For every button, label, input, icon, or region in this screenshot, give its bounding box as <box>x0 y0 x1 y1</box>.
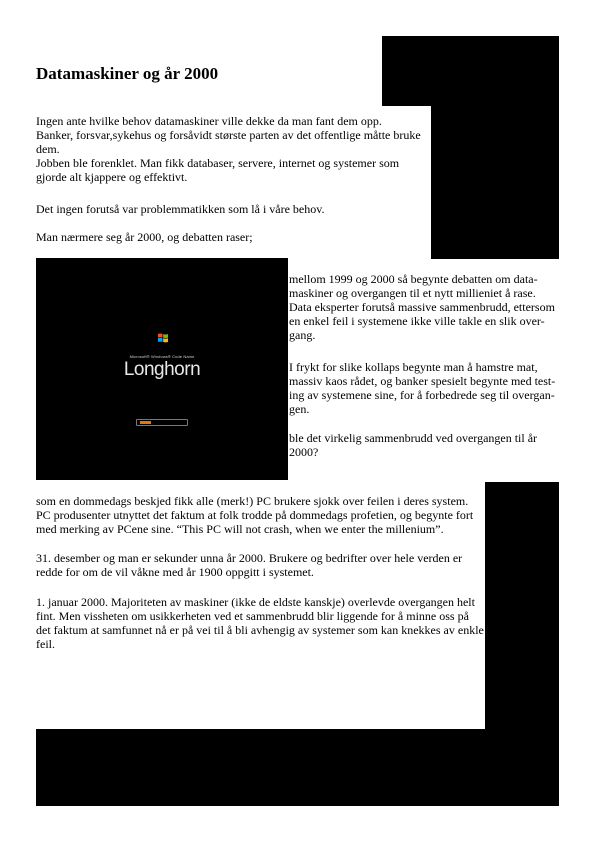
text-line: gen. <box>289 402 310 416</box>
intro-paragraph <box>36 114 421 184</box>
debate-paragraph: Man nærmere seg år 2000, og debatten raser; <box>36 230 253 244</box>
text-line: Jobben ble forenklet. Man fikk databaser, servere, internet og systemer som <box>36 156 400 170</box>
text-line: med merking av PCene sine. “This PC will not crash, when we enter the millenium”. <box>36 522 444 536</box>
text-line: gjorde alt kjappere og effektivt. <box>36 170 188 184</box>
lower-paragraph-3 <box>36 595 484 651</box>
text-line: dem. <box>36 142 60 156</box>
lower-paragraph-2 <box>36 551 462 579</box>
document-title: Datamaskiner og år 2000 <box>36 64 219 83</box>
black-block-bottom <box>36 729 559 806</box>
side-paragraph-1 <box>289 272 555 342</box>
text-line: 2000? <box>289 445 319 459</box>
text-line: PC produsenter utnyttet det faktum at folk trodde på dommedags profetien, og begynte fort <box>36 508 474 522</box>
boot-progress-bar <box>136 419 188 426</box>
black-block-top-right <box>382 36 559 106</box>
longhorn-boot-screenshot <box>36 258 288 480</box>
black-block-right-column <box>431 106 559 259</box>
text-line: ing av systemene sine, for å forbedrede seg til overgan- <box>289 388 555 402</box>
side-paragraph-2 <box>289 360 555 416</box>
text-line: ble det virkelig sammenbrudd ved overgangen til år <box>289 431 538 445</box>
text-line: redde for om de vil våkne med år 1900 oppgitt i systemet. <box>36 565 314 579</box>
text-line: en enkel feil i systemene ikke ville takle en slik over- <box>289 314 545 328</box>
text-line: maskiner og overgangen til et nytt millieniet å rase. <box>289 286 536 300</box>
text-line: Banker, forsvar,sykehus og forsåvidt største parten av det offentlige måtte bruke <box>36 128 421 142</box>
text-line: I frykt for slike kollaps begynte man å hamstre mat, <box>289 360 538 374</box>
text-line: 1. januar 2000. Majoriteten av maskiner (ikke de eldste kanskje) overlevde overgangen helt <box>36 595 475 609</box>
black-block-lower-right <box>485 482 559 732</box>
text-line: gang. <box>289 328 316 342</box>
text-line: fint. Men vissheten om usikkerheten ved et sammenbrudd blir liggende for å minne oss på <box>36 609 469 623</box>
text-line: Ingen ante hvilke behov datamaskiner ville dekke da man fant dem opp. <box>36 114 382 128</box>
text-line: som en dommedags beskjed fikk alle (merk!) PC brukere sjokk over feilen i deres system. <box>36 494 469 508</box>
lower-paragraph-1 <box>36 494 473 536</box>
boot-brand-name: Longhorn <box>123 359 201 380</box>
boot-subtitle: Microsoft® Windows® Code Name <box>129 354 195 359</box>
text-line: Data eksperter forutså massive sammenbrudd, ettersom <box>289 300 555 314</box>
text-line: det faktum at samfunnet nå er på vei til å bli avhengig av systemer som kan knekkes av enkle <box>36 623 484 637</box>
text-line: 31. desember og man er sekunder unna år 2000. Brukere og bedrifter over hele verden er <box>36 551 463 565</box>
windows-flag-icon <box>157 332 169 344</box>
text-line: mellom 1999 og 2000 så begynte debatten om data- <box>289 272 538 286</box>
boot-progress-fill <box>140 421 151 424</box>
text-line: feil. <box>36 637 55 651</box>
problem-paragraph: Det ingen forutså var problemmatikken som lå i våre behov. <box>36 202 325 216</box>
text-line: massiv kaos rådet, og banker spesielt begynte med test- <box>289 374 556 388</box>
side-paragraph-3 <box>289 431 537 459</box>
